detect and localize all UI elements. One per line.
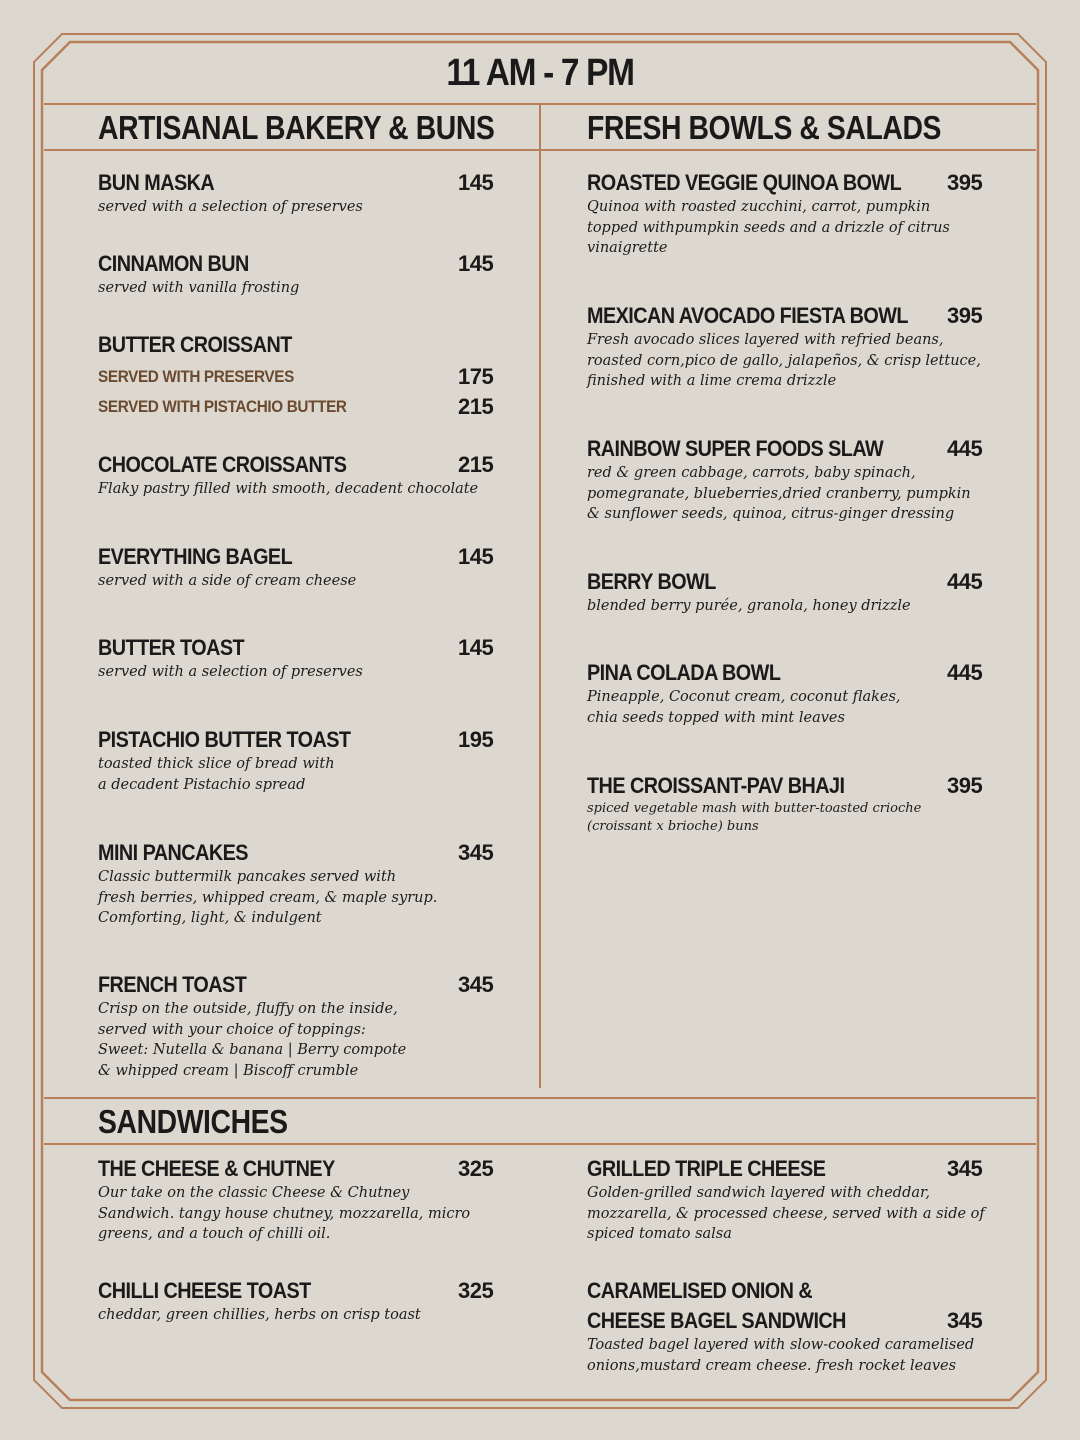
item-description: cheddar, green chillies, herbs on crisp toast — [98, 1307, 421, 1323]
item-name: BUTTER CROISSANT — [98, 332, 292, 357]
menu-item-bun-maska — [98, 170, 498, 218]
item-name: MINI PANCAKES — [98, 840, 248, 865]
menu-item-croissant-pav-bhaji — [587, 773, 987, 836]
item-description: Classic buttermilk pancakes served with fresh berries, whipped cream, & maple syrup. Comforting, light, & indulgent — [98, 869, 438, 926]
section-title-bakery: ARTISANAL BAKERY & BUNS — [98, 109, 495, 146]
item-price: 445 — [947, 436, 983, 461]
item-name: THE CROISSANT-PAV BHAJI — [587, 773, 845, 798]
menu-item-grilled-triple-cheese — [587, 1156, 1007, 1245]
item-description: served with vanilla frosting — [98, 280, 300, 296]
item-name: MEXICAN AVOCADO FIESTA BOWL — [587, 303, 908, 328]
menu-item-rainbow-super-foods-slaw — [587, 436, 987, 525]
item-description: red & green cabbage, carrots, baby spinach, pomegranate, blueberries,dried cranberry, pumpkin & sunflower seeds, quinoa, citrus-ginger dressing — [587, 465, 971, 522]
item-description: Fresh avocado slices layered with refried beans, roasted corn,pico de gallo, jalapeños, & crisp lettuce, finished with a lime crema drizzle — [587, 332, 981, 389]
item-price: 215 — [458, 452, 494, 477]
menu-item-cheese-chutney — [98, 1156, 518, 1245]
item-description: Our take on the classic Cheese & Chutney Sandwich. tangy house chutney, mozzarella, micro greens, and a touch of chilli oil. — [98, 1185, 471, 1242]
item-description: served with a selection of preserves — [98, 664, 363, 680]
item-description: toasted thick slice of bread with a decadent Pistachio spread — [98, 756, 335, 793]
option-price: 175 — [458, 364, 494, 389]
item-price: 145 — [458, 170, 494, 195]
item-price: 345 — [947, 1308, 983, 1333]
menu-item-everything-bagel — [98, 544, 498, 592]
opening-hours: 11 AM - 7 PM — [446, 52, 634, 94]
item-option — [98, 392, 498, 422]
item-name: PINA COLADA BOWL — [587, 660, 781, 685]
menu-item-french-toast — [98, 972, 498, 1081]
item-price: 325 — [458, 1156, 494, 1181]
menu-item-berry-bowl — [587, 569, 987, 617]
item-description: served with a side of cream cheese — [98, 573, 357, 589]
item-price: 145 — [458, 251, 494, 276]
item-price: 445 — [947, 569, 983, 594]
item-name: PISTACHIO BUTTER TOAST — [98, 727, 351, 752]
item-description: Toasted bagel layered with slow-cooked caramelised onions,mustard cream cheese. fresh rocket leaves — [587, 1337, 975, 1374]
option-price: 215 — [458, 394, 494, 419]
item-price: 145 — [458, 544, 494, 569]
menu-item-butter-toast — [98, 635, 498, 683]
item-name: CHILLI CHEESE TOAST — [98, 1278, 311, 1303]
item-price: 345 — [458, 972, 494, 997]
menu-item-chocolate-croissants — [98, 452, 498, 500]
item-name: BUTTER TOAST — [98, 635, 245, 660]
menu-item-chilli-cheese-toast — [98, 1278, 518, 1326]
section-title-bowls: FRESH BOWLS & SALADS — [587, 109, 942, 146]
section-title-sandwiches: SANDWICHES — [98, 1103, 288, 1140]
item-price: 345 — [458, 840, 494, 865]
menu-item-butter-croissant — [98, 332, 498, 422]
menu-item-caramelised-onion-bagel — [587, 1278, 1007, 1376]
item-price: 445 — [947, 660, 983, 685]
item-description: served with a selection of preserves — [98, 199, 363, 215]
item-name: THE CHEESE & CHUTNEY — [98, 1156, 335, 1181]
item-option — [98, 362, 498, 392]
item-name: CARAMELISED ONION & — [587, 1278, 813, 1303]
item-description: Golden-grilled sandwich layered with cheddar, mozzarella, & processed cheese, served with a side of spiced tomato salsa — [587, 1185, 985, 1242]
item-name: BUN MASKA — [98, 170, 215, 195]
item-price: 195 — [458, 727, 494, 752]
item-price: 395 — [947, 303, 983, 328]
item-description: Pineapple, Coconut cream, coconut flakes, chia seeds topped with mint leaves — [587, 689, 901, 726]
item-description: Crisp on the outside, fluffy on the inside, served with your choice of toppings: Sweet: Nutella & banana | Berry compote & whipped cream | Biscoff crumble — [98, 1001, 407, 1079]
item-price: 345 — [947, 1156, 983, 1181]
option-label: SERVED WITH PRESERVES — [98, 367, 294, 386]
item-name: BERRY BOWL — [587, 569, 716, 594]
item-price: 395 — [947, 170, 983, 195]
item-name: CINNAMON BUN — [98, 251, 249, 276]
menu-item-roasted-veggie-quinoa-bowl — [587, 170, 987, 259]
item-name: GRILLED TRIPLE CHEESE — [587, 1156, 826, 1181]
menu-item-mini-pancakes — [98, 840, 498, 929]
item-name-line2: CHEESE BAGEL SANDWICH — [587, 1308, 846, 1333]
menu-item-pistachio-butter-toast — [98, 727, 498, 795]
item-name: RAINBOW SUPER FOODS SLAW — [587, 436, 884, 461]
menu-item-cinnamon-bun — [98, 251, 498, 299]
item-description: Flaky pastry filled with smooth, decadent chocolate — [98, 481, 479, 497]
menu-item-mexican-avocado-fiesta-bowl — [587, 303, 987, 392]
menu-item-pina-colada-bowl — [587, 660, 987, 728]
item-name: ROASTED VEGGIE QUINOA BOWL — [587, 170, 902, 195]
item-name: FRENCH TOAST — [98, 972, 247, 997]
item-description: blended berry purée, granola, honey drizzle — [587, 598, 911, 614]
option-label: SERVED WITH PISTACHIO BUTTER — [98, 397, 347, 416]
item-price: 395 — [947, 773, 983, 798]
item-price: 145 — [458, 635, 494, 660]
item-price: 325 — [458, 1278, 494, 1303]
item-name: EVERYTHING BAGEL — [98, 544, 293, 569]
item-name: CHOCOLATE CROISSANTS — [98, 452, 347, 477]
item-description: Quinoa with roasted zucchini, carrot, pumpkin topped withpumpkin seeds and a drizzle of citrus vinaigrette — [587, 199, 950, 256]
item-description: spiced vegetable mash with butter-toasted crioche (croissant x brioche) buns — [587, 801, 922, 834]
